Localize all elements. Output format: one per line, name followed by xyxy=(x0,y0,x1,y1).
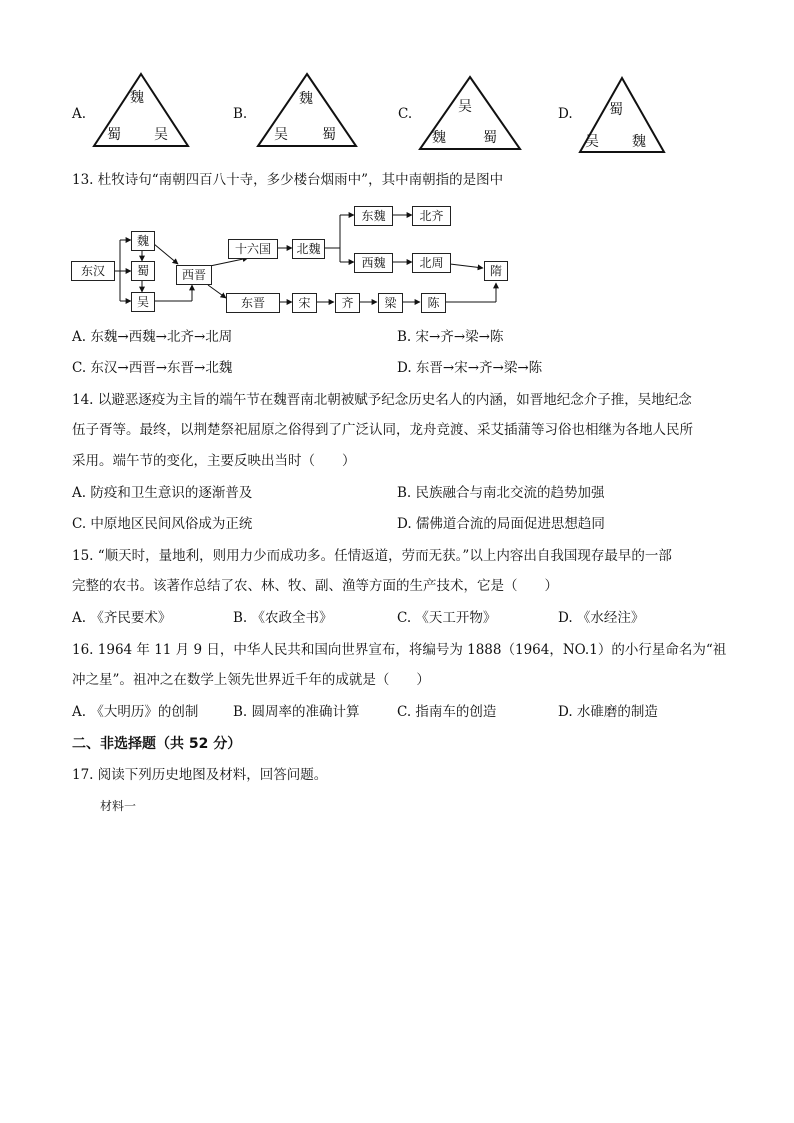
q16-option-c: C. 指南车的创造 xyxy=(397,704,497,720)
q16-line-1: 16. 1964 年 11 月 9 日，中华人民共和国向世界宣布，将编号为 1888（1964，NO.1）的小行星命名为“祖 xyxy=(72,642,727,658)
q14-line-2: 伍子胥等。最终，以荆楚祭祀屈原之俗得到了广泛认同，龙舟竞渡、采艾插蒲等习俗也相继为各地人民所 xyxy=(72,422,693,438)
node-shu: 蜀 xyxy=(131,261,155,281)
node-shiliuguo: 十六国 xyxy=(228,239,278,259)
tri-top: 魏 xyxy=(130,90,144,106)
diagram-arrows xyxy=(0,0,794,320)
q14-line-1: 14. 以避恶逐疫为主旨的端午节在魏晋南北朝被赋予纪念历史名人的内涵，如晋地纪念介子推，吴地纪念 xyxy=(72,392,692,408)
node-beiwei: 北魏 xyxy=(292,239,325,259)
node-dongwei: 东魏 xyxy=(354,206,393,226)
node-donghan: 东汉 xyxy=(71,261,115,281)
q14-line-3: 采用。端午节的变化，主要反映出当时（ ） xyxy=(72,453,356,469)
node-xijin: 西晋 xyxy=(176,265,212,285)
node-xiwei: 西魏 xyxy=(354,253,393,273)
triangle-icon xyxy=(256,72,358,148)
q15-option-b: B. 《农政全书》 xyxy=(233,610,333,626)
tri-top: 魏 xyxy=(299,91,313,107)
node-dongjin: 东晋 xyxy=(226,293,280,313)
q17-stem: 17. 阅读下列历史地图及材料，回答问题。 xyxy=(72,767,328,783)
node-beiqi: 北齐 xyxy=(412,206,451,226)
tri-left: 吴 xyxy=(585,134,599,150)
tri-left: 蜀 xyxy=(107,127,121,143)
tri-right: 魏 xyxy=(632,134,646,150)
option-letter: A. xyxy=(72,106,87,122)
node-song: 宋 xyxy=(292,293,317,313)
q15-line-1: 15. “顺天时，量地利，则用力少而成功多。任情返道，劳而无获。”以上内容出自我国现存最早的一部 xyxy=(72,548,672,564)
q13-stem: 13. 杜牧诗句“南朝四百八十寺，多少楼台烟雨中”，其中南朝指的是图中 xyxy=(72,172,504,188)
node-qi: 齐 xyxy=(335,293,360,313)
q14-option-a: A. 防疫和卫生意识的逐渐普及 xyxy=(72,485,253,501)
node-sui: 隋 xyxy=(484,261,508,281)
node-wu: 吴 xyxy=(131,292,155,312)
q15-option-d: D. 《水经注》 xyxy=(558,610,645,626)
q16-option-a: A. 《大明历》的创制 xyxy=(72,704,199,720)
q13-option-b: B. 宋→齐→梁→陈 xyxy=(397,329,504,345)
q15-option-c: C. 《天工开物》 xyxy=(397,610,497,626)
q16-option-b: B. 圆周率的准确计算 xyxy=(233,704,360,720)
tri-top: 蜀 xyxy=(609,102,623,118)
tri-top: 吴 xyxy=(458,99,472,115)
q16-option-d: D. 水碓磨的制造 xyxy=(558,704,658,720)
q13-option-c: C. 东汉→西晋→东晋→北魏 xyxy=(72,360,233,376)
dynasty-diagram xyxy=(0,0,794,320)
section-heading: 二、非选择题（共 52 分） xyxy=(72,736,242,752)
tri-right: 蜀 xyxy=(483,130,497,146)
q16-line-2: 冲之星”。祖冲之在数学上领先世界近千年的成就是（ ） xyxy=(72,672,430,688)
tri-left: 吴 xyxy=(274,127,288,143)
q15-option-a: A. 《齐民要术》 xyxy=(72,610,172,626)
node-beizhou: 北周 xyxy=(412,253,451,273)
q15-line-2: 完整的农书。该著作总结了农、林、牧、副、渔等方面的生产技术，它是（ ） xyxy=(72,578,558,594)
tri-left: 魏 xyxy=(432,130,446,146)
q14-option-c: C. 中原地区民间风俗成为正统 xyxy=(72,516,253,532)
tri-right: 吴 xyxy=(154,127,168,143)
node-chen: 陈 xyxy=(421,293,446,313)
node-liang: 梁 xyxy=(378,293,403,313)
q14-option-d: D. 儒佛道合流的局面促进思想趋同 xyxy=(397,516,605,532)
q14-option-b: B. 民族融合与南北交流的趋势加强 xyxy=(397,485,605,501)
q13-option-a: A. 东魏→西魏→北齐→北周 xyxy=(72,329,233,345)
q17-material-label: 材料一 xyxy=(100,799,137,813)
option-letter: C. xyxy=(398,106,413,122)
node-wei: 魏 xyxy=(131,231,155,251)
option-letter: D. xyxy=(558,106,573,122)
tri-right: 蜀 xyxy=(322,127,336,143)
q13-option-d: D. 东晋→宋→齐→梁→陈 xyxy=(397,360,543,376)
option-letter: B. xyxy=(233,106,248,122)
